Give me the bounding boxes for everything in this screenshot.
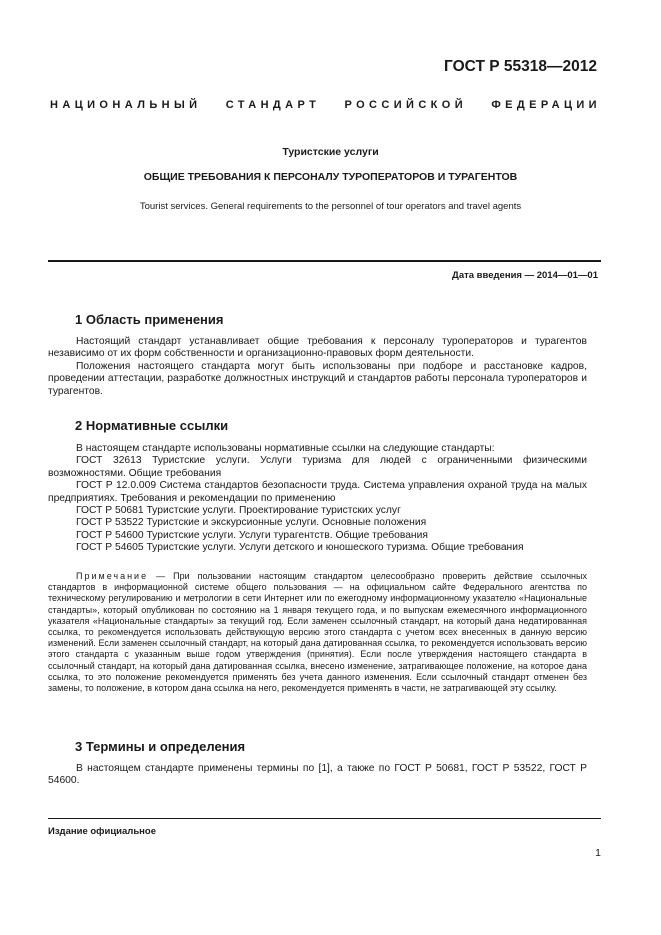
section-1-paragraph-1: Настоящий стандарт устанавливает общие требования к персоналу туроператоров и турагентов независимо от их форм собственности и организационно-правовых форм деятельности. xyxy=(48,336,587,360)
section-1-paragraph-2: Положения настоящего стандарта могут быть использованы при подборе и расстановке кадров, проведении аттестации, разработке должностных инструкций и стандартов работы персонала туроператоров и турагентов. xyxy=(48,360,587,397)
standard-title: НАЦИОНАЛЬНЫЙ СТАНДАРТ РОССИЙСКОЙ ФЕДЕРАЦИИ xyxy=(50,99,601,111)
section-1-heading: 1 Область применения xyxy=(75,312,224,327)
document-title: ОБЩИЕ ТРЕБОВАНИЯ К ПЕРСОНАЛУ ТУРОПЕРАТОРОВ И ТУРАГЕНТОВ xyxy=(143,171,518,183)
edition-label: Издание официальное xyxy=(48,826,156,837)
section-3-heading: 3 Термины и определения xyxy=(75,739,246,754)
section-3-paragraph-1: В настоящем стандарте применены термины по [1], а также по ГОСТ Р 50681, ГОСТ Р 53522, ГОСТ Р 54600. xyxy=(48,763,587,787)
references-note xyxy=(48,571,587,694)
note-label: Примечание xyxy=(76,571,149,581)
document-subject: Туристские услуги xyxy=(282,146,379,158)
note-text: — При пользовании настоящим стандартом целесообразно проверить действие ссылочных стандартов в информационной системе общего пользования — на официальном сайте Федерального агентства по техническому регулированию и метрологии в сети Интернет или по ежегодному информационному указателю «Национальные стандарты», который опубликован по состоянию на 1 января текущего года, и по выпускам ежемесячного информационного указателя «Национальные стандарты» за текущий год. Если заменен ссылочный стандарт, на который дана недатированная ссылка, то рекомендуется использовать действующую версию этого стандарта с учетом всех внесенных в данную версию изменений. Если заменен ссылочный стандарт, на который дана датированная ссылка, то рекомендуется использовать версию этого стандарта с указанным выше годом утверждения (принятия). Если после утверждения настоящего стандарта в ссылочный стандарт, на который дана датированная ссылка, внесено изменение, затрагивающее положение, на которое дана ссылка, то это положение рекомендуется применять без учета данного изменения. Если ссылочный стандарт отменен без замены, то положение, в котором дана ссылка на него, рекомендуется применять в части, не затрагивающей эту ссылку. xyxy=(48,571,587,694)
section-1-body xyxy=(48,336,587,398)
reference-item: ГОСТ Р 12.0.009 Система стандартов безопасности труда. Система управления охраной труда на малых предприятиях. Требования и рекомендации по применению xyxy=(48,480,587,504)
header-divider xyxy=(48,260,601,262)
reference-item: ГОСТ Р 53522 Туристские и экскурсионные услуги. Основные положения xyxy=(76,517,427,529)
note-paragraph xyxy=(48,571,587,694)
section-2-heading: 2 Нормативные ссылки xyxy=(75,418,229,433)
english-title: Tourist services. General requirements to the personnel of tour operators and travel agents xyxy=(139,201,522,212)
gost-number: ГОСТ Р 55318—2012 xyxy=(444,58,597,75)
reference-item: ГОСТ Р 54600 Туристские услуги. Услуги турагентств. Общие требования xyxy=(76,529,428,541)
page-number: 1 xyxy=(595,847,601,859)
references-intro: В настоящем стандарте использованы нормативные ссылки на следующие стандарты: xyxy=(76,443,495,454)
reference-item: ГОСТ Р 54605 Туристские услуги. Услуги детского и юношеского туризма. Общие требования xyxy=(76,542,524,554)
footer-divider xyxy=(48,818,601,819)
reference-item: ГОСТ 32613 Туристские услуги. Услуги туризма для людей с ограниченными физическими возможностями. Общие требования xyxy=(48,455,587,479)
effective-date: Дата введения — 2014—01—01 xyxy=(452,270,598,281)
reference-item: ГОСТ Р 50681 Туристские услуги. Проектирование туристских услуг xyxy=(76,505,401,517)
section-3-body xyxy=(48,763,587,788)
normative-references xyxy=(48,443,587,555)
